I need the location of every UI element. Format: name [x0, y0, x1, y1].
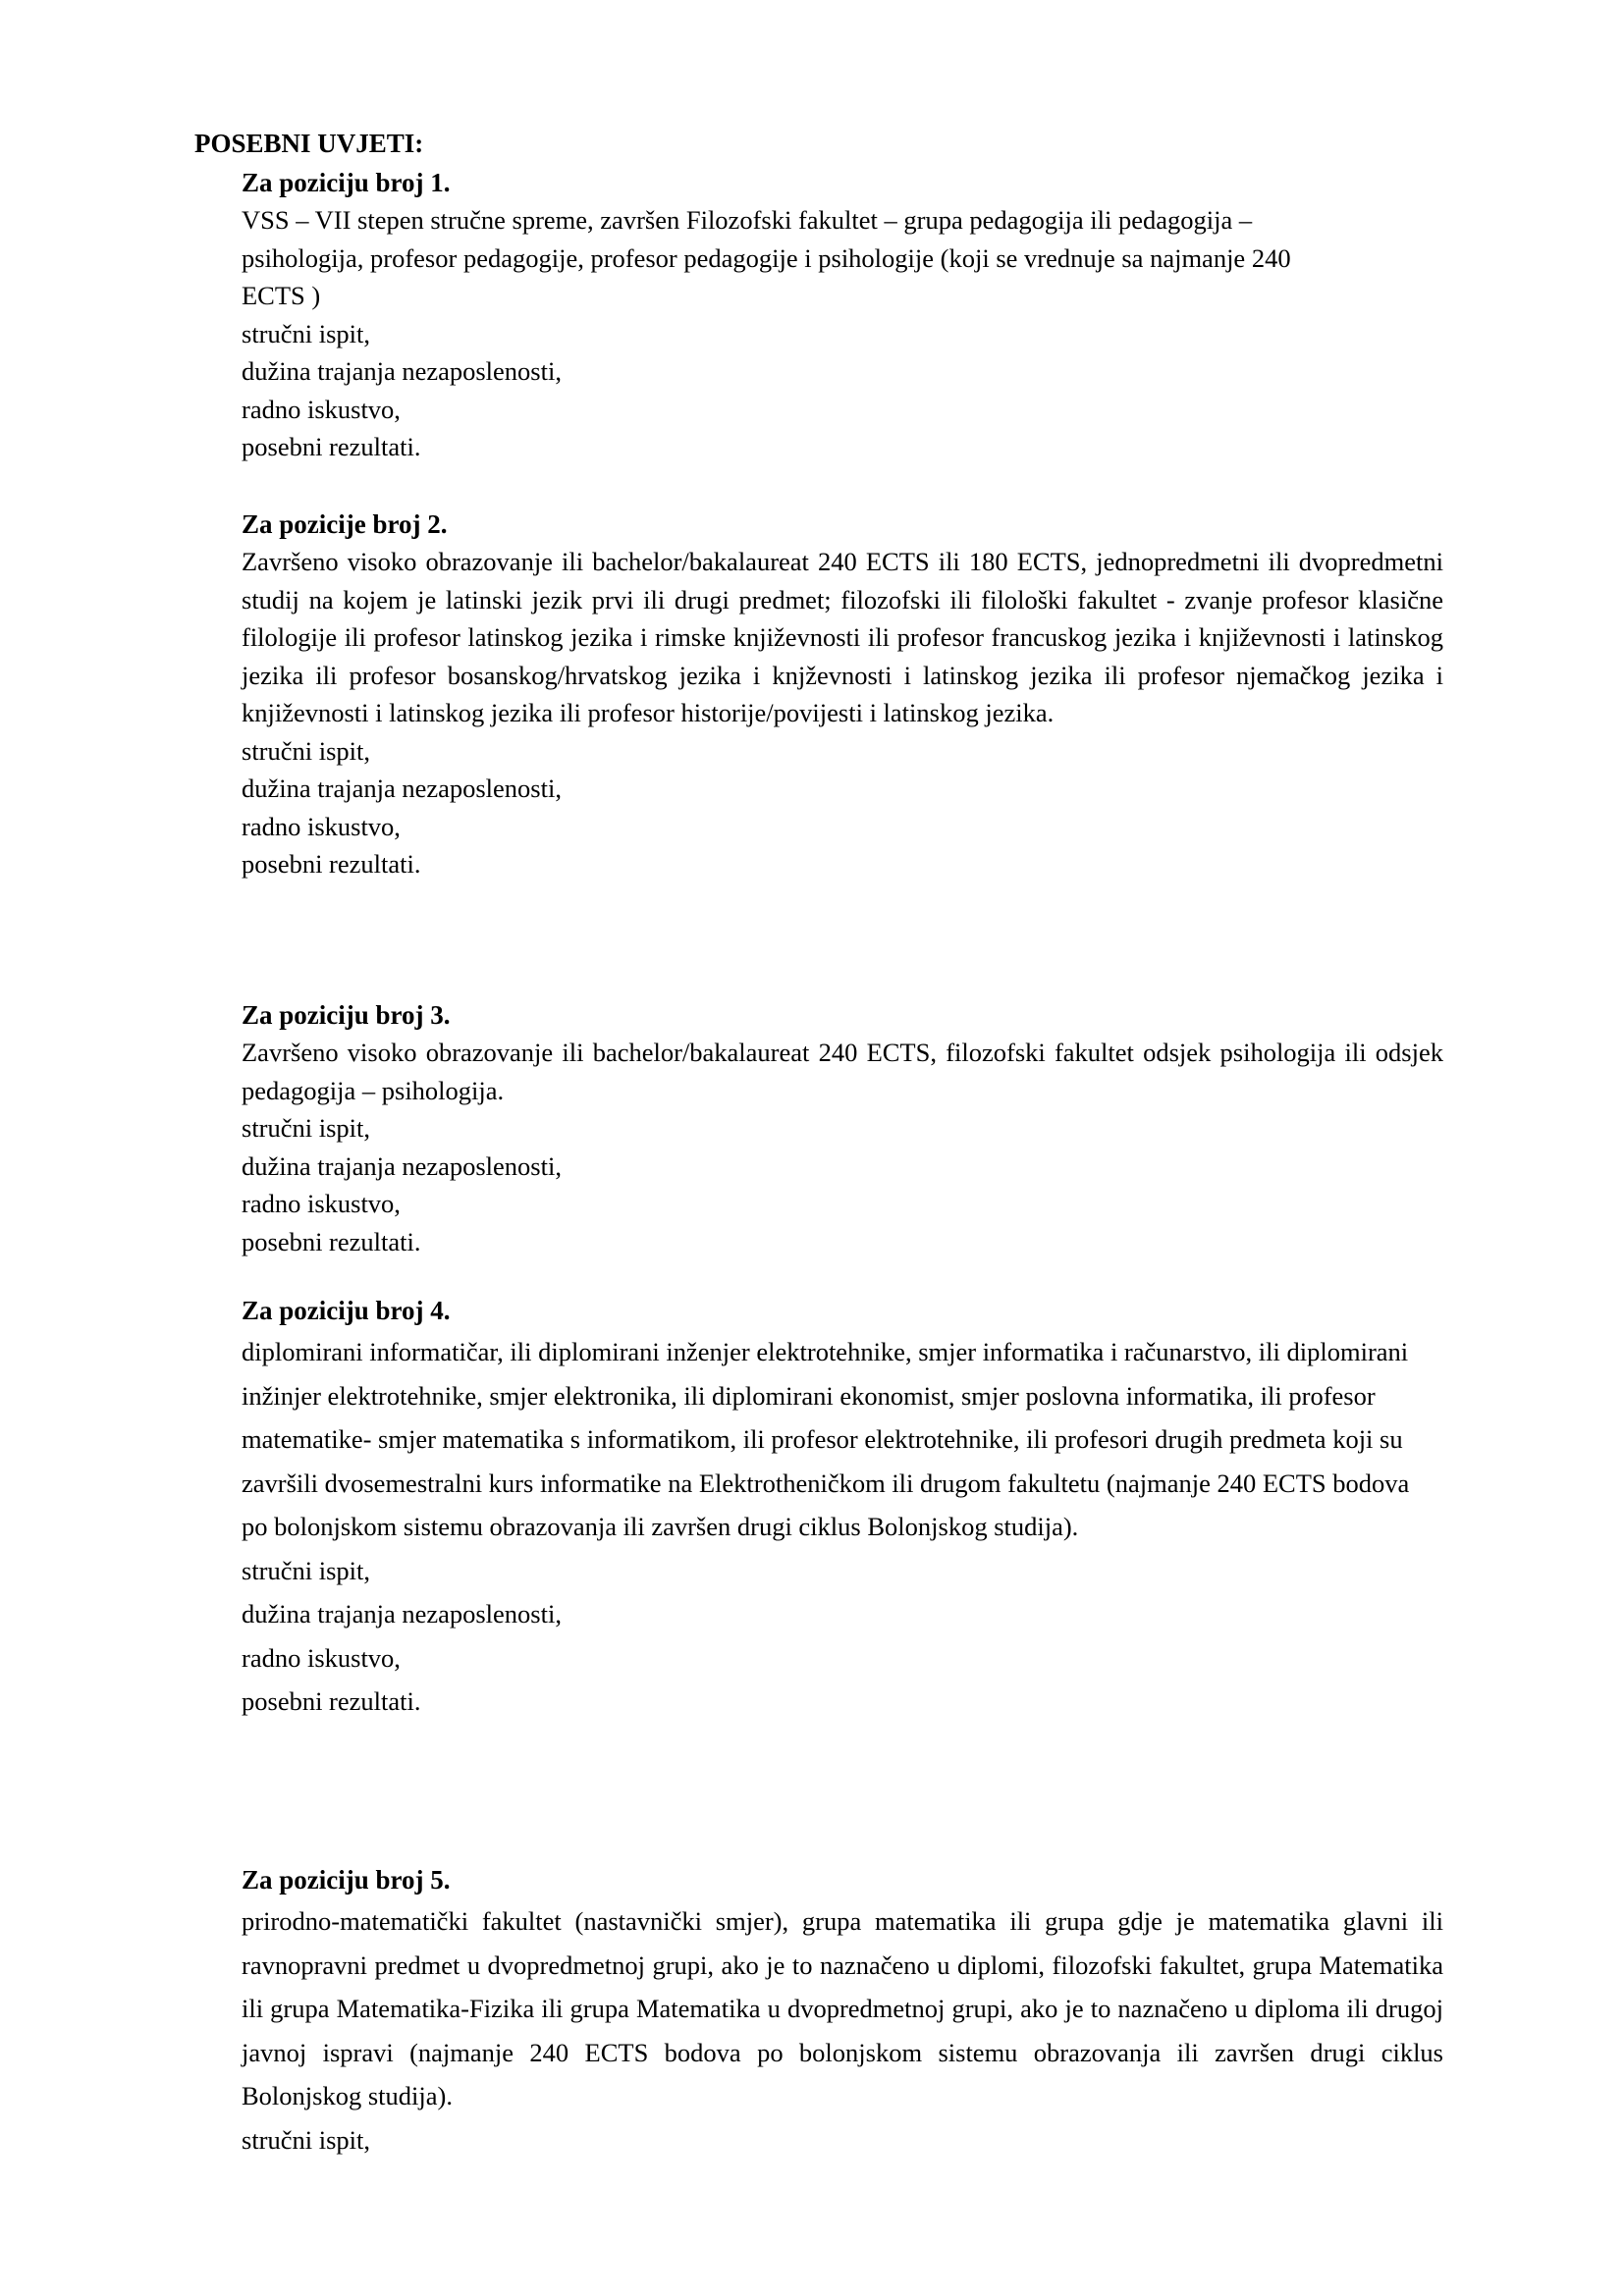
requirement-item: stručni ispit,: [242, 1113, 371, 1143]
section-body: prirodno-matematički fakultet (nastavnički smjer), grupa matematika ili grupa gdje je matematika glavni ili ravnopravni predmet u dvopredmetnoj grupi, ako je to naznačeno u diplomi, filozofski fakultet, grupa Matematika ili grupa Matematika-Fizika ili grupa Matematika u dvopredmetnoj grupi, ako je to naznačeno u diploma ili drugoj javnoj ispravi (najmanje 240 ECTS bodova po bolonjskom sistemu obrazovanja ili završen drugi ciklus Bolonjskog studija).: [242, 1906, 1443, 2110]
requirement-item: stručni ispit,: [242, 735, 371, 766]
requirement-item: stručni ispit,: [242, 318, 371, 348]
requirement-item: dužina trajanja nezaposlenosti,: [242, 1150, 562, 1181]
requirement-item: dužina trajanja nezaposlenosti,: [242, 356, 562, 386]
requirement-item: radno iskustvo,: [242, 1642, 401, 1673]
requirement-item: stručni ispit,: [242, 2124, 371, 2155]
section-position-5: [242, 1860, 1443, 2162]
section-position-1: [242, 164, 1443, 466]
requirement-item: posebni rezultati.: [242, 849, 421, 879]
section-heading: Za pozicije broj 2.: [242, 509, 448, 539]
requirement-item: dužina trajanja nezaposlenosti,: [242, 774, 562, 803]
section-position-2: [242, 506, 1443, 883]
requirement-item: posebni rezultati.: [242, 1226, 421, 1256]
section-heading: Za poziciju broj 5.: [242, 1865, 451, 1895]
requirement-item: radno iskustvo,: [242, 811, 401, 841]
requirement-item: dužina trajanja nezaposlenosti,: [242, 1599, 562, 1629]
section-body: Završeno visoko obrazovanje ili bachelor/bakalaureat 240 ECTS, filozofski fakultet odsjek psihologija ili odsjek pedagogija – psihologija.: [242, 1038, 1443, 1105]
requirement-item: radno iskustvo,: [242, 1189, 401, 1218]
document-title: POSEBNI UVJETI:: [194, 129, 424, 158]
section-body: VSS – VII stepen stručne spreme, završen Filozofski fakultet – grupa pedagogija ili pedagogija – psihologija, profesor pedagogije, profesor pedagogije i psihologije (koji se vrednuje sa najmanje 240 ECTS ): [242, 205, 1291, 310]
section-position-4: [242, 1291, 1443, 1724]
section-body: Završeno visoko obrazovanje ili bachelor/bakalaureat 240 ECTS ili 180 ECTS, jednopredmetni ili dvopredmetni studij na kojem je latinski jezik prvi ili drugi predmet; filozofski ili filološki fakultet - zvanje profesor klasične filologije ili profesor latinskog jezika i rimske književnosti ili profesor francuskog jezika i književnosti i latinskog jezika ili profesor bosanskog/hrvatskog jezika i knjževnosti i latinskog jezika ili profesor njemačkog jezika i književnosti i latinskog jezika ili profesor historije/povijesti i latinskog jezika.: [242, 547, 1443, 727]
section-heading: Za poziciju broj 4.: [242, 1296, 451, 1325]
requirement-item: posebni rezultati.: [242, 1686, 421, 1716]
section-heading: Za poziciju broj 1.: [242, 168, 451, 197]
section-position-3: [242, 996, 1443, 1260]
section-heading: Za poziciju broj 3.: [242, 1000, 451, 1030]
requirement-item: radno iskustvo,: [242, 394, 401, 424]
requirement-item: posebni rezultati.: [242, 432, 421, 461]
section-body: diplomirani informatičar, ili diplomirani inženjer elektrotehnike, smjer informatika i računarstvo, ili diplomirani inžinjer elektrotehnike, smjer elektronika, ili diplomirani ekonomist, smjer poslovna informatika, ili profesor matematike- smjer matematika s informatikom, ili profesor elektrotehnike, ili profesori drugih predmeta koji su završili dvosemestralni kurs informatike na Elektrotheničkom ili drugom fakultetu (najmanje 240 ECTS bodova po bolonjskom sistemu obrazovanja ili završen drugi ciklus Bolonjskog studija).: [242, 1337, 1410, 1541]
requirement-item: stručni ispit,: [242, 1555, 371, 1585]
